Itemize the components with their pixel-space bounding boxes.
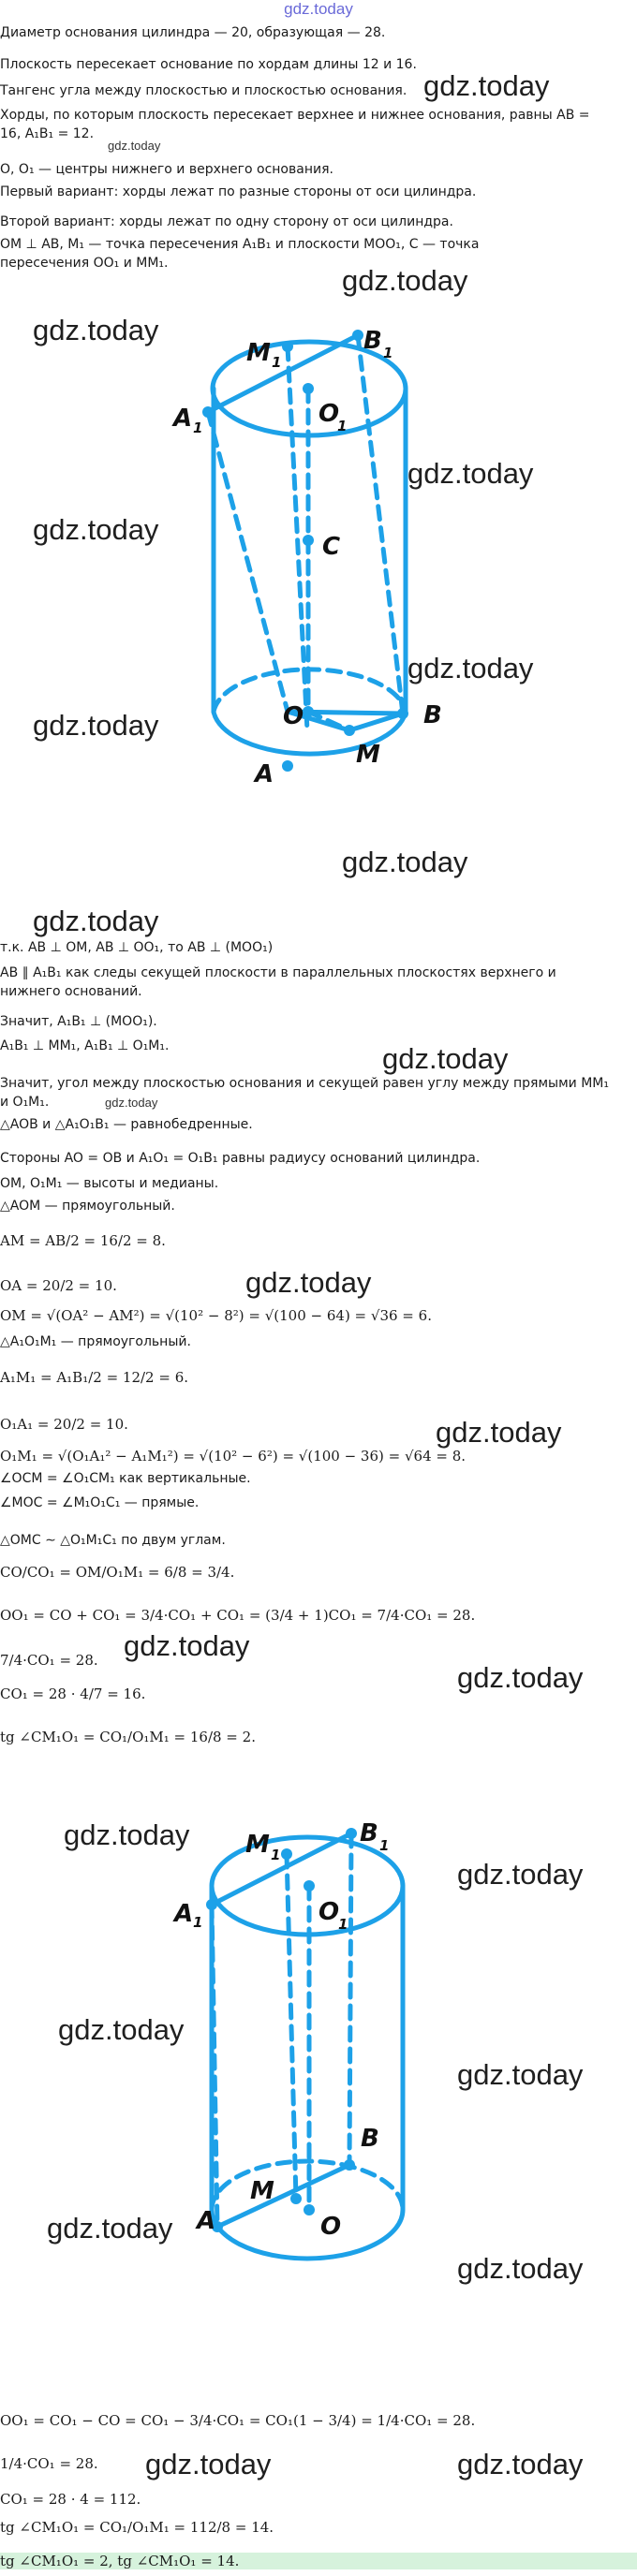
label-sub: 1 — [193, 420, 203, 436]
watermark: gdz.today — [47, 2212, 173, 2245]
watermark: gdz.today — [64, 1818, 190, 1851]
label-M: M — [250, 2177, 274, 2205]
label-C: C — [322, 533, 341, 561]
watermark: gdz.today — [457, 2448, 584, 2480]
answer-line: tg ∠CM₁O₁ = 2, tg ∠CM₁O₁ = 14. — [0, 2553, 637, 2569]
label-sub: 1 — [338, 1916, 348, 1933]
label-A: A — [255, 760, 274, 788]
watermark-small: gdz.today — [105, 1096, 158, 1110]
label-sub: 1 — [383, 345, 393, 361]
label-M1: M — [245, 1831, 270, 1859]
label-sub: 1 — [379, 1837, 390, 1854]
text-line: Значит, угол между плоскостью основания и секущей равен углу между прямыми MM₁ — [0, 1076, 609, 1091]
watermark: gdz.today — [457, 1661, 584, 1694]
label-B: B — [361, 2125, 379, 2153]
watermark: gdz.today — [457, 2058, 584, 2091]
watermark: gdz.today — [423, 69, 550, 102]
watermark: gdz.today — [124, 1629, 250, 1662]
label-A1: A — [174, 1900, 194, 1928]
label-O: O — [320, 2213, 342, 2241]
watermark: gdz.today — [342, 264, 468, 297]
label-M1: M — [246, 339, 271, 367]
watermark: gdz.today — [58, 2013, 185, 2046]
text-line: Второй вариант: хорды лежат по одну сторону от оси цилиндра. — [0, 214, 453, 229]
cylinder-figure-1 — [0, 318, 637, 824]
watermark: gdz.today — [407, 457, 534, 490]
watermark: gdz.today — [33, 905, 159, 937]
watermark: gdz.today — [342, 846, 468, 878]
math-line: OO₁ = CO₁ − CO = CO₁ − 3/4·CO₁ = CO₁(1 − 3/4) = 1/4·CO₁ = 28. — [0, 2412, 476, 2429]
math-line: OM = √(OA² − AM²) = √(10² − 8²) = √(100 − 64) = √36 = 6. — [0, 1307, 432, 1324]
watermark-small: gdz.today — [108, 139, 161, 153]
math-line: CO₁ = 28 · 4/7 = 16. — [0, 1685, 146, 1702]
text-line: OM, O₁M₁ — высоты и медианы. — [0, 1176, 219, 1191]
text-line: Значит, A₁B₁ ⊥ (MOO₁). — [0, 1014, 157, 1029]
label-sub: 1 — [271, 1847, 281, 1863]
watermark: gdz.today — [436, 1416, 562, 1449]
text-line: и O₁M₁. — [0, 1095, 50, 1110]
watermark: gdz.today — [457, 2252, 584, 2285]
label-O1: O — [318, 400, 340, 428]
math-line: AM = AB/2 = 16/2 = 8. — [0, 1232, 166, 1249]
label-B: B — [423, 701, 442, 729]
text-line: O, O₁ — центры нижнего и верхнего основания. — [0, 162, 333, 177]
text-line: нижнего оснований. — [0, 984, 142, 999]
header-watermark: gdz.today — [284, 0, 353, 18]
label-B1: B — [363, 327, 382, 355]
math-line: OA = 20/2 = 10. — [0, 1277, 117, 1294]
label-sub: 1 — [337, 418, 348, 434]
math-line: O₁A₁ = 20/2 = 10. — [0, 1416, 128, 1433]
label-B1: B — [360, 1819, 378, 1847]
label-A: A — [197, 2207, 216, 2235]
math-line: O₁M₁ = √(O₁A₁² − A₁M₁²) = √(10² − 6²) = √(100 − 36) = √64 = 8. — [0, 1448, 467, 1465]
text-line: △AOB и △A₁O₁B₁ — равнобедренные. — [0, 1117, 253, 1132]
label-O: O — [283, 702, 304, 730]
text-line: Хорды, по которым плоскость пересекает верхнее и нижнее основания, равны AB = — [0, 108, 590, 123]
math-line: tg ∠CM₁O₁ = CO₁/O₁M₁ = 16/8 = 2. — [0, 1729, 256, 1745]
text-line: 16, A₁B₁ = 12. — [0, 126, 95, 141]
text-line: т.к. AB ⊥ OM, AB ⊥ OO₁, то AB ⊥ (MOO₁) — [0, 940, 274, 955]
text-line: ∠MOC = ∠M₁O₁C₁ — прямые. — [0, 1495, 200, 1510]
text-line: AB ∥ A₁B₁ как следы секущей плоскости в параллельных плоскостях верхнего и — [0, 965, 556, 980]
text-line: Плоскость пересекает основание по хордам длины 12 и 16. — [0, 57, 417, 72]
text-line: Тангенс угла между плоскостью и плоскостью основания. — [0, 83, 407, 98]
watermark: gdz.today — [407, 652, 534, 684]
label-M: M — [356, 741, 380, 769]
text-line: Диаметр основания цилиндра — 20, образующая — 28. — [0, 25, 386, 40]
text-line: A₁B₁ ⊥ MM₁, A₁B₁ ⊥ O₁M₁. — [0, 1038, 170, 1053]
text-line: △A₁O₁M₁ — прямоугольный. — [0, 1334, 191, 1349]
watermark: gdz.today — [33, 709, 159, 742]
text-line: пересечения OO₁ и MM₁. — [0, 256, 169, 271]
label-O1: O — [318, 1898, 340, 1926]
text-line: OM ⊥ AB, M₁ — точка пересечения A₁B₁ и плоскости MOO₁, C — точка — [0, 237, 480, 252]
text-line: Стороны AO = OB и A₁O₁ = O₁B₁ равны радиусу оснований цилиндра. — [0, 1151, 481, 1166]
text-line: △AOM — прямоугольный. — [0, 1199, 175, 1214]
label-sub: 1 — [193, 1914, 203, 1931]
label-A1: A — [173, 405, 193, 433]
math-line: 7/4·CO₁ = 28. — [0, 1652, 98, 1669]
text-line: ∠OCM = ∠O₁CM₁ как вертикальные. — [0, 1471, 251, 1486]
text-line: Первый вариант: хорды лежат по разные стороны от оси цилиндра. — [0, 184, 477, 199]
watermark: gdz.today — [145, 2448, 272, 2480]
math-line: CO₁ = 28 · 4 = 112. — [0, 2491, 141, 2508]
watermark: gdz.today — [382, 1042, 509, 1075]
math-line: OO₁ = CO + CO₁ = 3/4·CO₁ + CO₁ = (3/4 + 1)CO₁ = 7/4·CO₁ = 28. — [0, 1607, 476, 1624]
math-line: A₁M₁ = A₁B₁/2 = 12/2 = 6. — [0, 1369, 189, 1386]
watermark: gdz.today — [457, 1858, 584, 1891]
label-sub: 1 — [272, 354, 282, 371]
math-line: 1/4·CO₁ = 28. — [0, 2455, 98, 2472]
watermark: gdz.today — [33, 314, 159, 346]
math-line: tg ∠CM₁O₁ = CO₁/O₁M₁ = 112/8 = 14. — [0, 2519, 274, 2536]
math-line: CO/CO₁ = OM/O₁M₁ = 6/8 = 3/4. — [0, 1564, 235, 1581]
watermark: gdz.today — [245, 1266, 372, 1299]
watermark: gdz.today — [33, 513, 159, 546]
text-line: △OMC ∼ △O₁M₁C₁ по двум углам. — [0, 1533, 226, 1548]
